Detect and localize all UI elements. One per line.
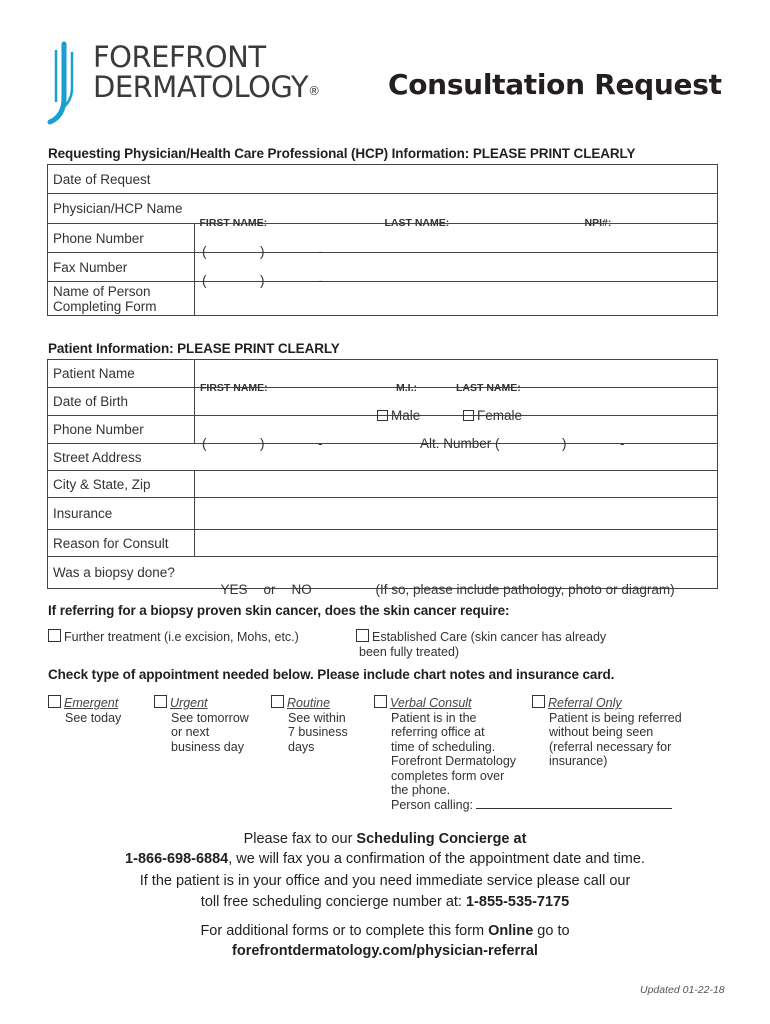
urgent-title: Urgent — [170, 696, 208, 710]
toll-free-number: 1-855-535-7175 — [465, 894, 570, 910]
footer-line-4 — [0, 894, 770, 910]
biopsy-or: or — [263, 581, 276, 597]
verbal-line: time of scheduling. — [391, 739, 496, 754]
city-state-zip-field[interactable] — [195, 471, 718, 498]
established-care-label-2: been fully treated) — [359, 644, 460, 659]
person-label-line2: Completing Form — [53, 298, 157, 314]
verbal-line: referring office at — [391, 725, 485, 739]
biopsy-no[interactable]: NO — [291, 581, 312, 597]
first-name-sublabel: FIRST NAME: — [199, 216, 268, 229]
table-row — [48, 165, 718, 194]
biopsy-note: (If so, please include pathology, photo or diagram) — [375, 581, 675, 597]
female-checkbox[interactable] — [463, 410, 474, 421]
table-row — [48, 557, 718, 589]
npi-sublabel: NPI#: — [584, 216, 612, 229]
biopsy-yes[interactable]: YES — [220, 581, 248, 597]
table-row — [48, 471, 718, 498]
appointment-referral-only[interactable] — [532, 695, 682, 769]
row-label: Fax Number — [48, 253, 195, 282]
appointment-routine[interactable] — [271, 695, 348, 754]
female-option[interactable] — [463, 408, 522, 423]
urgent-line: See tomorrow — [171, 710, 249, 725]
table-row — [48, 253, 718, 282]
routine-title: Routine — [287, 696, 331, 710]
appointment-urgent[interactable] — [154, 695, 249, 754]
row-label — [48, 282, 195, 316]
person-calling-row — [391, 798, 672, 813]
hcp-fax-field[interactable] — [195, 253, 718, 288]
person-calling-label: Person calling: — [391, 797, 473, 812]
row-label: Street Address — [48, 444, 195, 471]
table-row — [48, 388, 718, 416]
appointment-section-heading: Check type of appointment needed below. Please include chart notes and insurance card. — [48, 667, 615, 682]
cancer-section-heading: If referring for a biopsy proven skin cancer, does the skin cancer require: — [48, 603, 510, 618]
row-label: Date of Birth — [48, 388, 195, 416]
emergent-desc — [48, 711, 121, 726]
dash: - — [318, 435, 323, 451]
dash: - — [620, 435, 625, 451]
referral-only-checkbox[interactable] — [532, 695, 545, 708]
referral-url-link[interactable]: forefrontdermatology.com/physician-referral — [232, 943, 538, 959]
table-row — [48, 530, 718, 557]
emergent-line: See today — [65, 710, 122, 725]
table-row — [48, 194, 718, 224]
dash: - — [318, 273, 323, 288]
row-label: Phone Number — [48, 416, 195, 444]
mi-sublabel: M.I.: — [396, 381, 417, 394]
page-title: Consultation Request — [388, 68, 722, 101]
paren-close: ) — [260, 273, 265, 288]
brand-line2-text: DERMATOLOGY — [93, 70, 309, 104]
first-name-sublabel: FIRST NAME: — [200, 381, 268, 394]
referral-line: (referral necessary for — [549, 739, 672, 754]
established-care-option[interactable] — [356, 629, 606, 659]
referral-only-desc — [532, 711, 682, 769]
referral-line: Patient is being referred — [549, 710, 682, 725]
patient-table — [47, 359, 718, 597]
footer-text: For additional forms or to complete this form — [200, 923, 489, 939]
footer-text: toll free scheduling concierge number at: — [200, 894, 466, 910]
further-treatment-checkbox[interactable] — [48, 629, 61, 642]
patient-phone-field[interactable] — [195, 416, 718, 451]
row-label: Phone Number — [48, 224, 195, 253]
appointment-emergent[interactable] — [48, 695, 121, 725]
footer-strong: Scheduling Concierge at — [356, 831, 527, 847]
footer-text: go to — [533, 923, 570, 939]
urgent-line: or next — [171, 725, 210, 739]
referral-line: insurance) — [549, 754, 608, 768]
paren-close: ) — [260, 244, 265, 259]
paren-open: ( — [202, 435, 207, 451]
female-label: Female — [477, 407, 523, 423]
footer-text: Please fax to our — [243, 831, 357, 847]
established-care-checkbox[interactable] — [356, 629, 369, 642]
routine-desc — [271, 711, 348, 755]
table-row — [48, 498, 718, 530]
table-row — [48, 444, 718, 471]
verbal-line: completes form over — [391, 768, 505, 783]
last-name-sublabel: LAST NAME: — [456, 381, 521, 394]
last-name-sublabel: LAST NAME: — [384, 216, 450, 229]
brand-logo-icon — [44, 40, 94, 126]
established-care-label-1: Established Care (skin cancer has already — [372, 630, 607, 644]
footer-text: , we will fax you a confirmation of the appointment date and time. — [228, 851, 645, 867]
verbal-consult-checkbox[interactable] — [374, 695, 387, 708]
row-label: Physician/HCP Name — [48, 194, 195, 224]
insurance-field[interactable] — [195, 498, 718, 530]
verbal-line: Forefront Dermatology — [391, 754, 517, 768]
footer-line-2 — [0, 851, 770, 867]
row-label: Date of Request — [53, 171, 151, 187]
table-row — [48, 282, 718, 316]
patient-name-field[interactable] — [195, 360, 718, 394]
fax-number: 1-866-698-6884 — [125, 851, 229, 867]
person-calling-input[interactable] — [476, 798, 672, 809]
row-label: Patient Name — [48, 360, 195, 388]
routine-checkbox[interactable] — [271, 695, 284, 708]
alt-number-label: Alt. Number ( — [420, 435, 500, 451]
person-completing-field[interactable] — [195, 282, 718, 316]
routine-line: See within — [288, 710, 346, 725]
date-of-request-field[interactable] — [48, 165, 718, 194]
brand-line1: FOREFRONT — [93, 40, 266, 74]
urgent-checkbox[interactable] — [154, 695, 167, 708]
routine-line: 7 business — [288, 725, 348, 739]
dash: - — [318, 244, 323, 259]
verbal-line: the phone. — [391, 783, 451, 797]
verbal-line: Patient is in the — [391, 710, 477, 725]
paren-close: ) — [562, 435, 567, 451]
hcp-name-field[interactable] — [195, 194, 718, 229]
footer-line-3 — [0, 873, 770, 889]
table-row — [48, 360, 718, 388]
urgent-desc — [154, 711, 249, 755]
emergent-title: Emergent — [64, 696, 119, 710]
row-label: Insurance — [48, 498, 195, 530]
brand-line2 — [93, 70, 320, 104]
physician-section-heading: Requesting Physician/Health Care Professional (HCP) Information: PLEASE PRINT CLEARLY — [48, 146, 636, 161]
paren-open: ( — [202, 273, 207, 288]
routine-line: days — [288, 739, 315, 754]
person-label-line1: Name of Person — [53, 283, 151, 299]
footer-line-6 — [0, 943, 770, 959]
urgent-line: business day — [171, 739, 244, 754]
emergent-checkbox[interactable] — [48, 695, 61, 708]
further-treatment-label: Further treatment (i.e excision, Mohs, etc.) — [64, 630, 299, 644]
referral-line: without being seen — [549, 725, 654, 739]
row-label: Was a biopsy done? — [48, 557, 195, 589]
row-label: City & State, Zip — [48, 471, 195, 498]
physician-table — [47, 164, 718, 316]
paren-close: ) — [260, 435, 265, 451]
footer-text: If the patient is in your office and you need immediate service please call our — [139, 873, 631, 889]
patient-section-heading: Patient Information: PLEASE PRINT CLEARLY — [48, 341, 340, 356]
biopsy-field[interactable] — [195, 557, 718, 597]
updated-date: Updated 01-22-18 — [640, 984, 725, 996]
footer-line-5 — [0, 923, 770, 939]
referral-only-title: Referral Only — [548, 696, 622, 710]
footer-line-1 — [0, 831, 770, 847]
paren-open: ( — [202, 244, 207, 259]
table-row — [48, 224, 718, 253]
male-checkbox[interactable] — [377, 410, 388, 421]
footer-strong: Online — [488, 923, 534, 939]
further-treatment-option[interactable] — [48, 629, 299, 645]
verbal-consult-title: Verbal Consult — [390, 696, 472, 710]
row-label: Reason for Consult — [48, 530, 195, 557]
male-option[interactable] — [377, 408, 420, 423]
reason-field[interactable] — [195, 530, 718, 557]
hcp-phone-field[interactable] — [195, 224, 718, 259]
male-label: Male — [391, 407, 421, 423]
registered-mark: ® — [308, 84, 320, 98]
